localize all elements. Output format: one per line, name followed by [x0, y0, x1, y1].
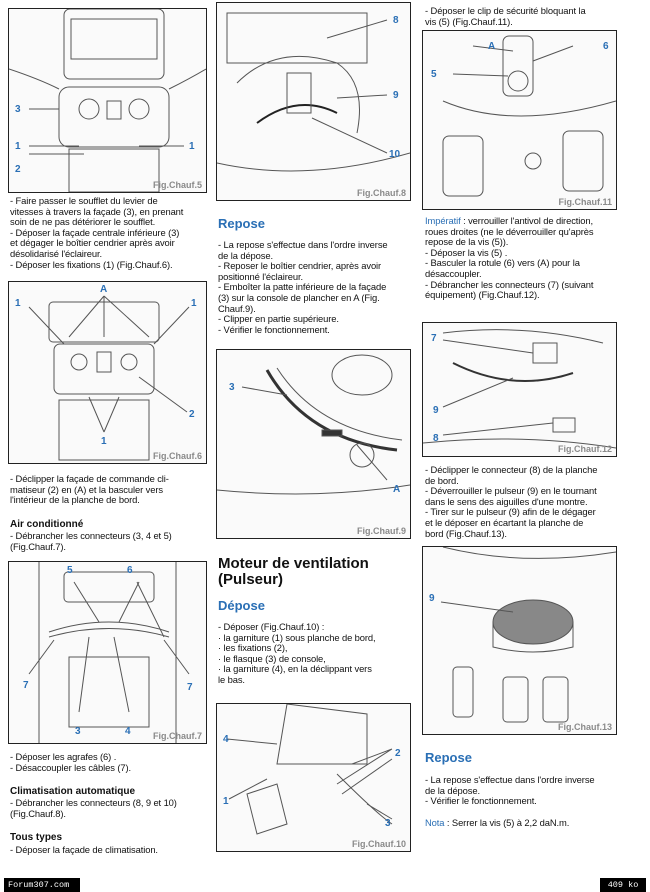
text-line: - Déposer les fixations (1) (Fig.Chauf.6).	[10, 258, 173, 270]
text-line: - Reposer le boîtier cendrier, après avoir	[218, 260, 382, 272]
note-line	[425, 818, 621, 829]
col2-text-2	[218, 622, 414, 686]
figure-caption: Fig.Chauf.8	[357, 188, 406, 198]
callout-9: 9	[393, 90, 399, 101]
callout-7: 7	[431, 333, 437, 344]
text-line: - Débrancher les connecteurs (7) (suivant	[425, 278, 594, 290]
figure-chauf-6	[8, 281, 207, 464]
figure-caption: Fig.Chauf.9	[357, 526, 406, 536]
text-line: (3) sur la console de plancher en A (Fig.	[218, 291, 380, 303]
text-line: - Emboîter la patte inférieure de la façade	[218, 281, 387, 293]
figure-chauf-10	[216, 703, 411, 852]
figure-chauf-8-drawing	[217, 3, 410, 200]
text-line: dans le sens des aiguilles d'une montre.	[425, 495, 588, 507]
text-line: désaccoupler.	[425, 267, 482, 279]
text-line: - Clipper en partie supérieure.	[218, 313, 339, 325]
figure-caption: Fig.Chauf.5	[153, 180, 202, 190]
heading-tous-types: Tous types	[10, 832, 63, 843]
figure-chauf-5	[8, 8, 207, 193]
text-line: vis (5) (Fig.Chauf.11).	[425, 15, 513, 27]
text-line: - Désaccoupler les câbles (7).	[10, 761, 132, 773]
figure-chauf-13	[422, 546, 617, 735]
text-line: - Basculer la rotule (6) vers (A) pour la	[425, 257, 580, 269]
callout-8: 8	[433, 433, 439, 444]
col1-text-5	[10, 798, 206, 819]
footer-right: 409 ko	[600, 878, 646, 892]
figure-chauf-6-drawing	[9, 282, 206, 463]
text-line: - Déposer la façade centrale inférieure (3)	[10, 226, 180, 238]
callout-a: A	[488, 41, 496, 52]
col3-text-1	[425, 216, 621, 301]
callout-5: 5	[431, 69, 437, 80]
col3-text-0	[425, 6, 621, 27]
text-line: le bas.	[218, 673, 245, 685]
text-line: - Déclipper le connecteur (8) de la planche	[425, 464, 598, 475]
imperatif-label: Impératif	[425, 215, 461, 226]
text-line: roues droites (ne le déverrouiller qu'après	[425, 225, 594, 237]
callout-4: 4	[223, 734, 229, 745]
heading-air-conditionne: Air conditionné	[10, 519, 84, 530]
text-line: - Déposer la façade de climatisation.	[10, 844, 158, 855]
callout-3: 3	[15, 104, 21, 115]
text-line: - Déverrouiller le pulseur (9) en le tournant	[425, 485, 597, 497]
text-line: et le déposer en écartant la planche de	[425, 516, 584, 528]
callout-1: 1	[223, 796, 229, 807]
figure-caption: Fig.Chauf.7	[153, 731, 202, 741]
text-line: - Faire passer le soufflet du levier de	[10, 195, 158, 206]
figure-chauf-13-drawing	[423, 547, 616, 734]
callout-3: 3	[229, 382, 235, 393]
callout-a: A	[100, 284, 108, 295]
text-line: de la dépose.	[425, 784, 480, 796]
col1-text-4	[10, 752, 206, 773]
note-label: Nota	[425, 817, 445, 828]
note	[425, 818, 621, 829]
figure-chauf-10-drawing	[217, 704, 410, 851]
text-line: matiseur (2) en (A) et la basculer vers	[10, 483, 163, 495]
text-line: · la garniture (1) sous planche de bord,	[218, 631, 376, 643]
text-line: vitesses à travers la façade (3), en prenant	[10, 205, 184, 217]
callout-2: 2	[15, 164, 21, 175]
callout-4: 4	[125, 726, 131, 737]
text-line: soin de ne pas détériorer le soufflet.	[10, 216, 156, 228]
text-line: - Déposer les agrafes (6) .	[10, 751, 117, 762]
figure-chauf-12-drawing	[423, 323, 616, 456]
text-line: - Déclipper la façade de commande cli-	[10, 473, 169, 484]
heading-repose: Repose	[425, 750, 472, 765]
figure-caption: Fig.Chauf.6	[153, 451, 202, 461]
text-line: Chauf.9).	[218, 302, 256, 314]
callout-8: 8	[393, 15, 399, 26]
text-line: désolidarisé l'éclaireur.	[10, 247, 103, 259]
figure-chauf-5-drawing	[9, 9, 206, 192]
text-line: - Vérifier le fonctionnement.	[218, 323, 330, 335]
note-text: : Serrer la vis (5) à 2,2 daN.m.	[444, 817, 570, 828]
callout-1: 1	[15, 298, 21, 309]
text-line: - Tirer sur le pulseur (9) afin de le dégager	[425, 506, 596, 518]
text-line: · le flasque (3) de console,	[218, 652, 326, 664]
col3-text-3	[425, 775, 621, 807]
heading-climatisation-automatique: Climatisation automatique	[10, 786, 136, 797]
text-line: - Débrancher les connecteurs (8, 9 et 10)	[10, 797, 177, 808]
text-line: - Déposer le clip de sécurité bloquant la	[425, 5, 586, 16]
callout-3: 3	[75, 726, 81, 737]
callout-2: 2	[395, 748, 401, 759]
heading-line: (Pulseur)	[218, 571, 284, 588]
figure-chauf-9-drawing	[217, 350, 410, 538]
figure-caption: Fig.Chauf.11	[558, 197, 612, 207]
text-line: de bord.	[425, 474, 459, 486]
heading-line: Moteur de ventilation	[218, 555, 369, 572]
figure-caption: Fig.Chauf.10	[351, 839, 406, 849]
figure-chauf-9	[216, 349, 411, 539]
col1-text-3	[10, 531, 206, 552]
text-line: l'intérieur de la planche de bord.	[10, 494, 140, 506]
imperatif-line	[425, 216, 621, 227]
text-line: - Vérifier le fonctionnement.	[425, 795, 537, 807]
callout-5: 5	[67, 565, 73, 576]
figure-caption: Fig.Chauf.12	[557, 444, 612, 454]
callout-6: 6	[127, 565, 133, 576]
figure-chauf-11	[422, 30, 617, 210]
callout-7: 7	[23, 680, 29, 691]
text-line: · la garniture (4), en la déclippant vers	[218, 663, 372, 675]
callout-3: 3	[385, 818, 391, 829]
figure-chauf-12	[422, 322, 617, 457]
col1-text-6	[10, 845, 206, 856]
text-line: · les fixations (2),	[218, 642, 288, 654]
heading-moteur-de-ventilation	[218, 556, 369, 588]
text-line: - Déposer (Fig.Chauf.10) :	[218, 621, 325, 632]
text-line: repose de la vis (5)).	[425, 236, 509, 248]
text-line: - La repose s'effectue dans l'ordre inverse	[218, 239, 388, 250]
footer-left: Forum307.com	[4, 878, 80, 892]
callout-7: 7	[187, 682, 193, 693]
figure-chauf-7-drawing	[9, 562, 206, 743]
text-line: - Déposer la vis (5) .	[425, 246, 508, 258]
callout-6: 6	[603, 41, 609, 52]
callout-2: 2	[189, 409, 195, 420]
callout-1: 1	[191, 298, 197, 309]
callout-1: 1	[189, 141, 195, 152]
callout-9: 9	[429, 593, 435, 604]
text-line: équipement) (Fig.Chauf.12).	[425, 289, 540, 301]
col1-text-1	[10, 196, 206, 270]
text-line: (Fig.Chauf.8).	[10, 807, 66, 819]
col2-text-1	[218, 240, 414, 335]
callout-a: A	[393, 484, 401, 495]
figure-chauf-8	[216, 2, 411, 201]
callout-1: 1	[101, 436, 107, 447]
col3-text-2	[425, 465, 621, 539]
callout-9: 9	[433, 405, 439, 416]
figure-chauf-11-drawing	[423, 31, 616, 209]
text-line: de la dépose.	[218, 249, 273, 261]
text-line: bord (Fig.Chauf.13).	[425, 527, 507, 539]
heading-repose: Repose	[218, 216, 265, 231]
text-line: positionné l'éclaireur.	[218, 270, 303, 282]
heading-depose: Dépose	[218, 598, 265, 613]
imperatif-text: : verrouiller l'antivol de direction,	[460, 215, 594, 226]
text-line: et dégager le boîtier cendrier après avoir	[10, 237, 175, 249]
figure-chauf-7	[8, 561, 207, 744]
text-line: - Débrancher les connecteurs (3, 4 et 5)	[10, 530, 172, 541]
col1-text-2	[10, 474, 206, 506]
callout-1: 1	[15, 141, 21, 152]
callout-10: 10	[389, 149, 401, 160]
text-line: - La repose s'effectue dans l'ordre inverse	[425, 774, 595, 785]
text-line: (Fig.Chauf.7).	[10, 540, 66, 552]
figure-caption: Fig.Chauf.13	[557, 722, 612, 732]
